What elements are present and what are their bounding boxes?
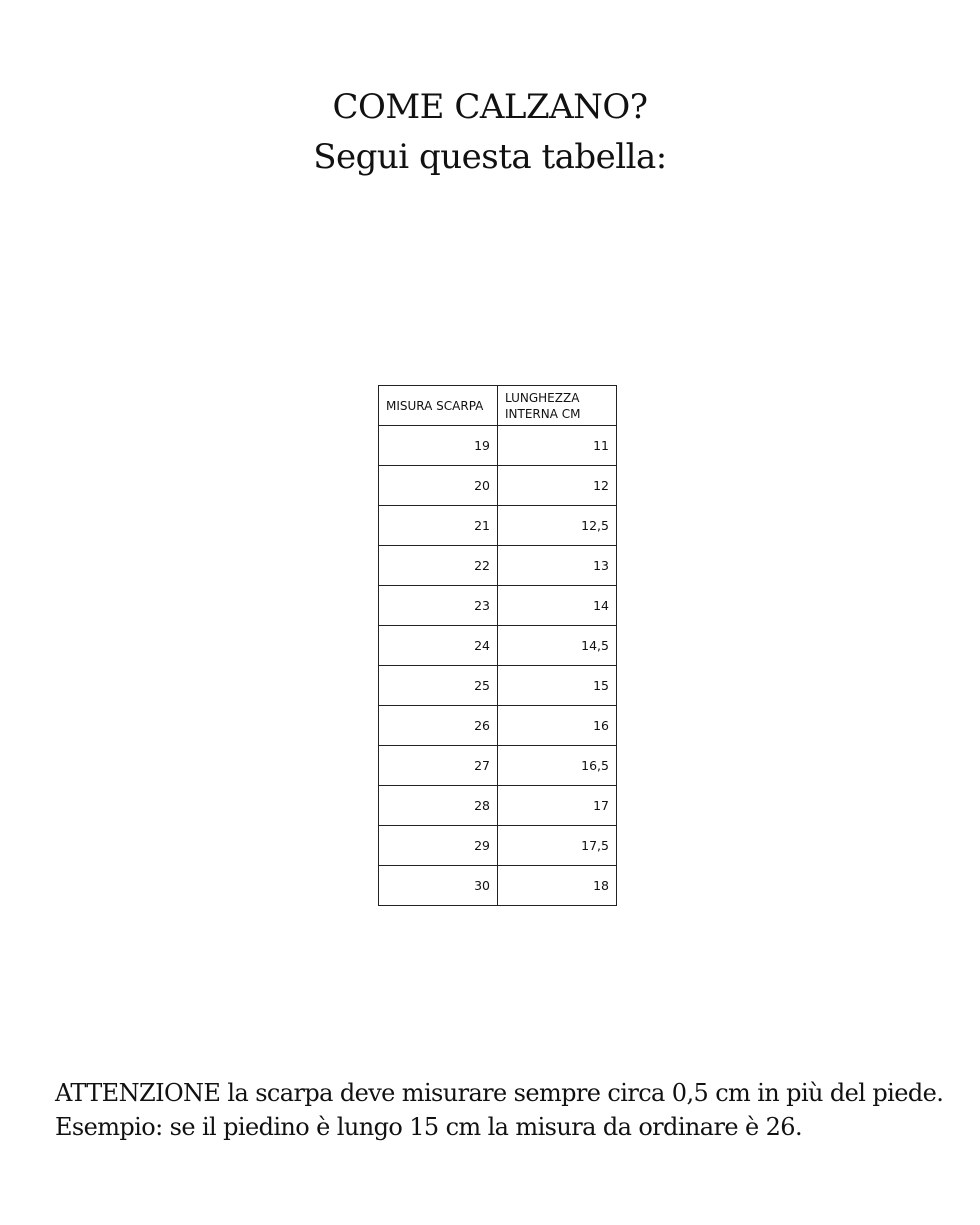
cell-inner-length: 11 [498, 426, 617, 466]
note-line-2: Esempio: se il piedino è lungo 15 cm la misura da ordinare è 26. [55, 1113, 802, 1141]
table-row [379, 666, 617, 706]
cell-inner-length: 17,5 [498, 826, 617, 866]
page-title [0, 82, 980, 182]
header-inner-length-line-2: INTERNA CM [505, 406, 581, 421]
cell-inner-length: 16 [498, 706, 617, 746]
cell-shoe-size: 26 [379, 706, 498, 746]
cell-shoe-size: 21 [379, 506, 498, 546]
cell-shoe-size: 24 [379, 626, 498, 666]
size-table [378, 385, 617, 906]
cell-inner-length: 15 [498, 666, 617, 706]
table-row [379, 586, 617, 626]
cell-shoe-size: 20 [379, 466, 498, 506]
cell-shoe-size: 28 [379, 786, 498, 826]
cell-inner-length: 17 [498, 786, 617, 826]
table-row [379, 706, 617, 746]
table-body [379, 426, 617, 906]
cell-inner-length: 12,5 [498, 506, 617, 546]
table-row [379, 786, 617, 826]
title-line-2: Segui questa tabella: [313, 137, 667, 177]
cell-shoe-size: 22 [379, 546, 498, 586]
cell-inner-length: 14,5 [498, 626, 617, 666]
cell-inner-length: 16,5 [498, 746, 617, 786]
header-inner-length [498, 386, 617, 426]
header-inner-length-line-1: LUNGHEZZA [505, 390, 580, 405]
table-header-row [379, 386, 617, 426]
table-row [379, 746, 617, 786]
table-row [379, 426, 617, 466]
attention-note [55, 1076, 955, 1144]
cell-inner-length: 18 [498, 866, 617, 906]
table-row [379, 826, 617, 866]
table-row [379, 626, 617, 666]
table-row [379, 506, 617, 546]
title-line-1: COME CALZANO? [332, 87, 648, 127]
cell-inner-length: 14 [498, 586, 617, 626]
cell-shoe-size: 25 [379, 666, 498, 706]
cell-shoe-size: 19 [379, 426, 498, 466]
cell-shoe-size: 23 [379, 586, 498, 626]
table-row [379, 546, 617, 586]
cell-shoe-size: 29 [379, 826, 498, 866]
cell-inner-length: 13 [498, 546, 617, 586]
cell-inner-length: 12 [498, 466, 617, 506]
table-row [379, 866, 617, 906]
cell-shoe-size: 30 [379, 866, 498, 906]
note-line-1: ATTENZIONE la scarpa deve misurare sempre circa 0,5 cm in più del piede. [55, 1079, 944, 1107]
table-row [379, 466, 617, 506]
cell-shoe-size: 27 [379, 746, 498, 786]
header-shoe-size: MISURA SCARPA [379, 386, 498, 426]
